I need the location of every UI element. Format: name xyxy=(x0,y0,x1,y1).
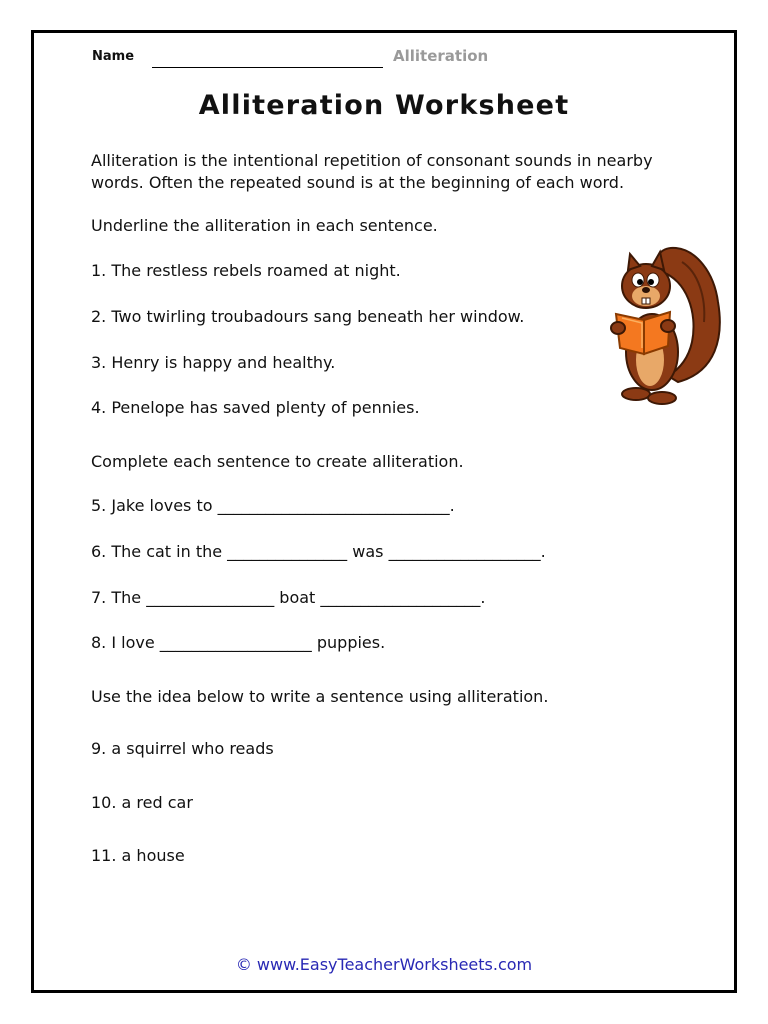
section-instruction-write: Use the idea below to write a sentence using alliteration. xyxy=(91,687,549,706)
intro-line: words. Often the repeated sound is at the beginning of each word. xyxy=(91,173,625,192)
section-instruction-complete: Complete each sentence to create alliteration. xyxy=(91,452,464,471)
section-instruction-underline: Underline the alliteration in each sentence. xyxy=(91,216,438,235)
exercise-item-3: 3. Henry is happy and healthy. xyxy=(91,353,336,372)
page-title: Alliteration Worksheet xyxy=(198,90,570,121)
intro-paragraph xyxy=(91,150,711,194)
topic-label: Alliteration xyxy=(393,47,489,65)
exercise-item-7: 7. The ________________ boat ____________________. xyxy=(91,588,486,607)
name-label: Name xyxy=(92,49,135,64)
exercise-item-4: 4. Penelope has saved plenty of pennies. xyxy=(91,398,420,417)
intro-line: Alliteration is the intentional repetition of consonant sounds in nearby xyxy=(91,151,653,170)
exercise-item-11: 11. a house xyxy=(91,846,185,865)
squirrel-reading-book-icon xyxy=(606,242,726,410)
exercise-item-9: 9. a squirrel who reads xyxy=(91,739,274,758)
exercise-item-10: 10. a red car xyxy=(91,793,193,812)
exercise-item-6: 6. The cat in the _______________ was ___________________. xyxy=(91,542,546,561)
exercise-item-5: 5. Jake loves to _____________________________. xyxy=(91,496,455,515)
exercise-item-2: 2. Two twirling troubadours sang beneath her window. xyxy=(91,307,525,326)
name-input-line[interactable] xyxy=(152,67,383,68)
exercise-item-8: 8. I love ___________________ puppies. xyxy=(91,633,386,652)
footer-copyright: © www.EasyTeacherWorksheets.com xyxy=(235,955,533,974)
exercise-item-1: 1. The restless rebels roamed at night. xyxy=(91,261,401,280)
